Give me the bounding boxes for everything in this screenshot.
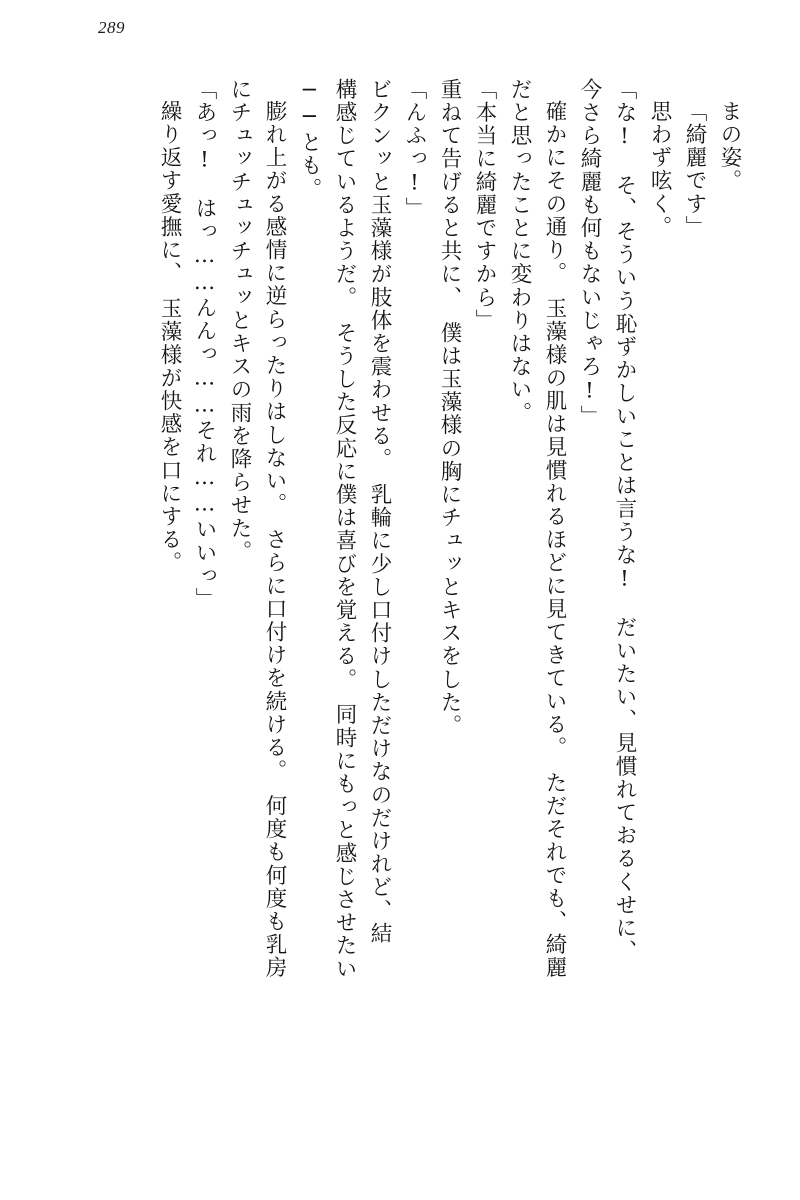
page-number: 289 bbox=[98, 18, 125, 37]
text-column: 「綺麗です」 bbox=[682, 100, 707, 239]
text-column: 「んふっ!」 bbox=[402, 78, 427, 221]
text-column: 「本当に綺麗ですから」 bbox=[472, 78, 497, 333]
text-column: 「な! そ、そういう恥ずかしいことは言うな! だいたい、見慣れておるくせに、 bbox=[612, 78, 637, 963]
text-column: 確かにその通り。 玉藻様の肌は見慣れるほどに見てきている。 ただそれでも、綺麗 bbox=[542, 100, 567, 980]
text-column: 繰り返す愛撫に、 玉藻様が快感を口にする。 bbox=[157, 100, 182, 575]
text-column: ビクンッと玉藻様が肢体を震わせる。 乳輪に少し口付けしただけなのだけれど、結 bbox=[367, 78, 392, 946]
text-column: だと思ったことに変わりはない。 bbox=[507, 78, 532, 425]
text-column: にチュッチュッチュッとキスの雨を降らせた。 bbox=[227, 78, 252, 564]
text-column: まの姿。 bbox=[717, 100, 742, 193]
text-column: 思わず呟く。 bbox=[647, 100, 672, 239]
text-column: 膨れ上がる感情に逆らったりはしない。 さらに口付けを続ける。 何度も何度も乳房 bbox=[262, 100, 287, 980]
text-column: ──とも。 bbox=[297, 78, 322, 201]
vertical-text-block bbox=[58, 78, 740, 1158]
text-column: 構感じているようだ。 そうした反応に僕は喜びを覚える。 同時にもっと感じさせたい bbox=[332, 78, 357, 981]
text-column: 今さら綺麗も何もないじゃろ!」 bbox=[577, 78, 602, 428]
text-column: 重ねて告げると共に、 僕は玉藻様の胸にチュッとキスをした。 bbox=[437, 78, 462, 738]
text-column: 「あっ! はっ……んんっ……それ……いいっ」 bbox=[192, 78, 217, 611]
